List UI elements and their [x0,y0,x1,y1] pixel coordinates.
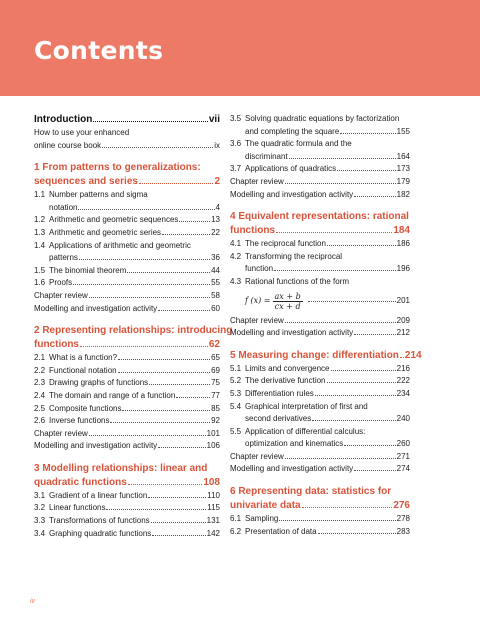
chapter-4-block [230,210,410,340]
dot-leader [331,370,396,371]
page-number: 60 [211,303,220,313]
entry-text: Arithmetic and geometric series [49,227,162,237]
toc-entry[interactable] [34,290,220,303]
page-number: 234 [396,388,410,398]
dot-leader [118,359,210,360]
dot-leader [337,170,395,171]
toc-entry[interactable] [34,365,220,378]
section-number: 2.4 [34,390,46,400]
entry-text: Proofs [49,278,73,288]
entry-text: Chapter review [34,290,88,300]
entry-text: and completing the square [245,126,340,136]
page-number: 196 [396,264,410,274]
entry-text: The quadratic formula and the [245,139,352,149]
chapter-2-title-line-2[interactable] [34,338,220,352]
entry-text: optimization and kinematics [245,439,344,449]
dot-leader [158,447,205,448]
section-number: 1.6 [34,278,46,288]
toc-entry[interactable] [230,401,410,414]
section-number: 3.3 [34,516,46,526]
chapter-2-block [34,324,233,453]
entry-text: Linear functions [49,503,106,513]
entry-text: Modelling and investigation activity [34,303,158,313]
toc-entry[interactable] [34,240,220,253]
entry-text: Differentiation rules [245,388,314,398]
toc-entry[interactable] [230,176,410,189]
chapter-title: 3 Modelling relationships: linear and [34,462,208,474]
toc-entry[interactable] [34,515,220,528]
chapter-title: 6 Representing data: statistics for [230,486,392,498]
dot-leader [308,301,396,302]
entry-text: Functional notation [49,365,117,375]
toc-entry[interactable] [34,214,220,227]
page-folio: iv [30,598,36,605]
toc-entry[interactable] [34,189,220,202]
chapter-3-block [34,462,220,540]
section-number: 5.3 [230,388,242,398]
dot-leader [79,259,210,260]
page-number: 22 [211,227,220,237]
dot-leader [315,395,396,396]
section-number: 2.2 [34,365,46,375]
page-number: 278 [396,514,410,524]
entry-text: Transforming the reciprocal [245,251,343,261]
dot-leader [162,234,210,235]
entry-text: patterns [49,253,78,263]
entry-text: The reciprocal function [245,239,326,249]
toc-entry[interactable] [34,528,220,541]
entry-text: Applications of quadratics [245,164,337,174]
dot-leader [118,372,210,373]
dot-leader [327,382,396,383]
entry-text: Graphical interpretation of first and [245,401,368,411]
page-number: 2 [214,176,220,188]
dot-leader [179,221,210,222]
toc-entry[interactable] [230,513,410,526]
section-number: 2.1 [34,353,46,363]
chapter-title: functions [34,339,79,351]
toc-entry[interactable] [230,363,410,376]
section-number: 2.6 [34,416,46,426]
section-number: 5.1 [230,363,242,373]
toc-entry[interactable] [230,526,410,539]
toc-entry[interactable] [230,438,410,451]
formula-fraction [273,292,303,311]
toc-entry[interactable] [230,276,410,289]
toc-entry[interactable] [34,303,220,316]
toc-entry[interactable] [34,127,220,140]
chapter-6-title-line[interactable] [230,485,410,499]
page-number: 108 [203,476,220,488]
section-number: 6.1 [230,514,242,524]
entry-text: Drawing graphs of functions [49,378,149,388]
page-number: 142 [206,528,220,538]
page-number: 184 [393,225,410,237]
page-number: 44 [211,265,220,275]
chapter-4-title-line[interactable] [230,210,410,224]
entry-text: Applications of arithmetic and geometric [49,240,191,250]
section-number: 4.1 [230,239,242,249]
page-number: 62 [208,339,220,351]
chapter-5-items [230,363,410,476]
dot-leader [354,196,395,197]
section-number: 1.4 [34,240,46,250]
toc-entry[interactable] [34,428,220,441]
dot-leader [149,384,210,385]
entry-text: Modelling and investigation activity [34,441,158,451]
entry-text: The derivative function [245,376,326,386]
chapter-4-items [230,238,410,288]
chapter-5-block [230,349,422,476]
page-number: 58 [211,290,220,300]
toc-entry[interactable] [34,390,220,403]
section-number: 3.6 [230,139,242,149]
entry-text: Solving quadratic equations by factorization [245,114,400,123]
chapter-title: 4 Equivalent representations: rational [230,211,409,223]
page-number: 115 [207,503,220,513]
dot-leader [318,533,396,534]
section-number: 6.2 [230,526,242,536]
intro-items [34,127,220,152]
toc-entry[interactable] [230,138,410,151]
page-number: 4 [215,202,220,212]
section-number: 3.2 [34,503,46,513]
chapter-title: functions [230,225,275,237]
page-number: 13 [211,215,220,225]
page-number: 92 [211,416,220,426]
toc-entry[interactable] [34,277,220,290]
entry-text: How to use your enhanced [34,128,130,137]
page-number: 201 [396,296,410,306]
entry-text: Composite functions [49,403,122,413]
page-number: 260 [396,439,410,449]
chapter-title: sequences and series [34,176,138,188]
entry-text: Limits and convergence [245,363,330,373]
chapter-1-items [34,189,220,315]
page-number: vii [208,114,220,125]
section-number: 4.3 [230,276,242,286]
toc-entry[interactable] [230,327,410,340]
entry-text: online course book [34,140,102,150]
entry-text: second derivatives [245,414,312,424]
dot-leader [285,458,396,459]
entry-text: Arithmetic and geometric sequences [49,215,179,225]
chapter-2-title-line[interactable] [34,324,233,338]
toc-entry[interactable] [230,126,410,139]
entry-text: Chapter review [230,451,284,461]
toc-entry[interactable] [230,113,410,126]
chapter-4-review-items [230,315,410,340]
dot-leader [289,158,396,159]
dot-leader [89,435,206,436]
chapter-title: 2 Representing relationships: introducing [34,325,233,337]
page-number: 212 [396,328,410,338]
toc-entry[interactable] [230,251,410,264]
entry-text: Modelling and investigation activity [230,328,354,338]
entry-text: Presentation of data [245,526,317,536]
entry-text: Application of differential calculus: [245,426,366,436]
dot-leader [400,357,404,358]
chapter-2-items [34,352,220,453]
page-number: 155 [396,126,410,136]
page-number: 101 [206,428,220,438]
section-number: 1.3 [34,227,46,237]
page-number: 36 [211,253,220,263]
dot-leader [302,507,393,508]
toc-entry[interactable] [34,265,220,278]
page-number: 240 [396,414,410,424]
toc-entry[interactable] [34,227,220,240]
toc-entry[interactable] [34,415,220,428]
page-number: 271 [396,451,410,461]
section-number: 5.4 [230,401,242,411]
chapter-title: 5 Measuring change: differentiation [230,349,399,361]
chapter-title: quadratic functions [34,476,127,488]
toc-entry[interactable] [230,413,410,426]
entry-text: notation [49,202,78,212]
chapter-6-title-line-2[interactable] [230,499,410,513]
dot-leader [110,422,210,423]
toc-entry[interactable] [230,451,410,464]
page-number: 209 [396,315,410,325]
page-number: ix [214,140,220,150]
dot-leader [73,284,210,285]
entry-text: Sampling [245,514,279,524]
page-number: 222 [396,376,410,386]
chapter-1-title-line-2[interactable] [34,175,220,189]
contents-header-band [0,0,480,96]
dot-leader [158,310,210,311]
toc-entry[interactable] [34,440,220,453]
section-number: 3.5 [230,114,242,123]
chapter-5-title-line[interactable] [230,349,422,363]
entry-text: Chapter review [230,315,284,325]
chapter-6-block [230,485,410,538]
entry-text: Rational functions of the form [245,276,350,286]
toc-introduction[interactable] [34,113,220,127]
toc-entry[interactable] [230,375,410,388]
dot-leader [127,272,210,273]
dot-leader [176,397,210,398]
dot-leader [151,522,206,523]
page-title: Contents [34,36,164,65]
entry-text: The binomial theorem [49,265,127,275]
dot-leader [285,183,396,184]
section-number: 2.3 [34,378,46,388]
chapter-title: 1 From patterns to generalizations: [34,162,201,174]
toc-entry[interactable] [230,189,410,202]
dot-leader [102,147,213,148]
section-number: 1.5 [34,265,46,275]
page-number: 55 [211,278,220,288]
toc-left-column [34,113,233,540]
dot-leader [327,245,396,246]
toc-entry[interactable] [230,463,410,476]
dot-leader [139,183,213,184]
entry-text: Graphing quadratic functions [49,528,152,538]
section-title: Introduction [34,114,93,125]
toc-entry[interactable] [34,377,220,390]
page-number: 283 [396,526,410,536]
dot-leader [340,133,395,134]
entry-text: Number patterns and sigma [49,190,148,200]
section-number: 2.5 [34,403,46,413]
dot-leader [106,509,206,510]
page-number: 85 [211,403,220,413]
page-number: 65 [211,353,220,363]
toc-entry[interactable] [34,352,220,365]
page-number: 164 [396,151,410,161]
chapter-4-title-line-2[interactable] [230,224,410,238]
chapter-3-items [34,490,220,540]
chapter-title: univariate data [230,500,301,512]
page-number: 75 [211,378,220,388]
dot-leader [80,346,208,347]
chapter-3-continued-items [230,113,410,201]
dot-leader [128,484,203,485]
page-number: 274 [396,464,410,474]
dot-leader [152,535,205,536]
dot-leader [78,209,214,210]
toc-entry[interactable] [230,163,410,176]
toc-right-column [230,113,422,538]
entry-text: discriminant [245,151,288,161]
entry-text: function [245,264,274,274]
dot-leader [344,445,395,446]
section-number: 3.1 [34,490,46,500]
entry-text: Gradient of a linear function [49,490,148,500]
dot-leader [148,497,206,498]
dot-leader [276,232,392,233]
formula-denominator: cx + d [274,302,301,312]
page-number: 182 [396,189,410,199]
toc-entry[interactable] [230,426,410,439]
dot-leader [93,121,208,122]
page-number: 110 [207,490,220,500]
toc-entry[interactable] [34,252,220,265]
formula-numerator: ax + b [274,292,301,302]
page-number: 131 [206,516,220,526]
toc-entry[interactable] [230,388,410,401]
toc-entry[interactable] [34,490,220,503]
page-number: 276 [393,500,410,512]
toc-entry[interactable] [34,403,220,416]
toc-entry[interactable] [230,263,410,276]
page-number: 186 [396,239,410,249]
section-number: 3.4 [34,528,46,538]
toc-entry[interactable] [230,151,410,164]
entry-text: What is a function? [49,353,118,363]
toc-entry[interactable] [230,315,410,328]
page-number: 179 [396,176,410,186]
chapter-3-title-line[interactable] [34,462,220,476]
entry-text: Modelling and investigation activity [230,464,354,474]
dot-leader [285,322,396,323]
section-number: 5.2 [230,376,242,386]
page-number: 173 [396,164,410,174]
page-number: 77 [211,390,220,400]
entry-text: Modelling and investigation activity [230,189,354,199]
toc-entry[interactable] [34,140,220,153]
section-number: 5.5 [230,426,242,436]
formula-lhs: f (x) = [245,296,271,306]
page-number: 216 [396,363,410,373]
chapter-1-title-line[interactable] [34,161,220,175]
chapter-1-block [34,161,220,315]
toc-entry[interactable] [230,238,410,251]
page-number: 69 [211,365,220,375]
chapter-3-title-line-2[interactable] [34,476,220,490]
section-number: 1.2 [34,215,46,225]
entry-text: Transformations of functions [49,516,150,526]
dot-leader [274,270,396,271]
toc-entry[interactable] [34,502,220,515]
section-number: 3.7 [230,164,242,174]
dot-leader [354,470,395,471]
dot-leader [89,297,210,298]
dot-leader [312,420,395,421]
section-number: 4.2 [230,251,242,261]
entry-text: Inverse functions [49,416,110,426]
rational-function-formula-row[interactable] [230,289,410,315]
dot-leader [279,520,395,521]
section-number: 1.1 [34,190,46,200]
toc-entry[interactable] [34,202,220,215]
entry-text: Chapter review [34,428,88,438]
page-number: 214 [404,349,422,361]
page-number: 106 [206,441,220,451]
entry-text: Chapter review [230,176,284,186]
dot-leader [354,334,395,335]
chapter-6-items [230,513,410,538]
entry-text: The domain and range of a function [49,390,176,400]
dot-leader [122,410,210,411]
